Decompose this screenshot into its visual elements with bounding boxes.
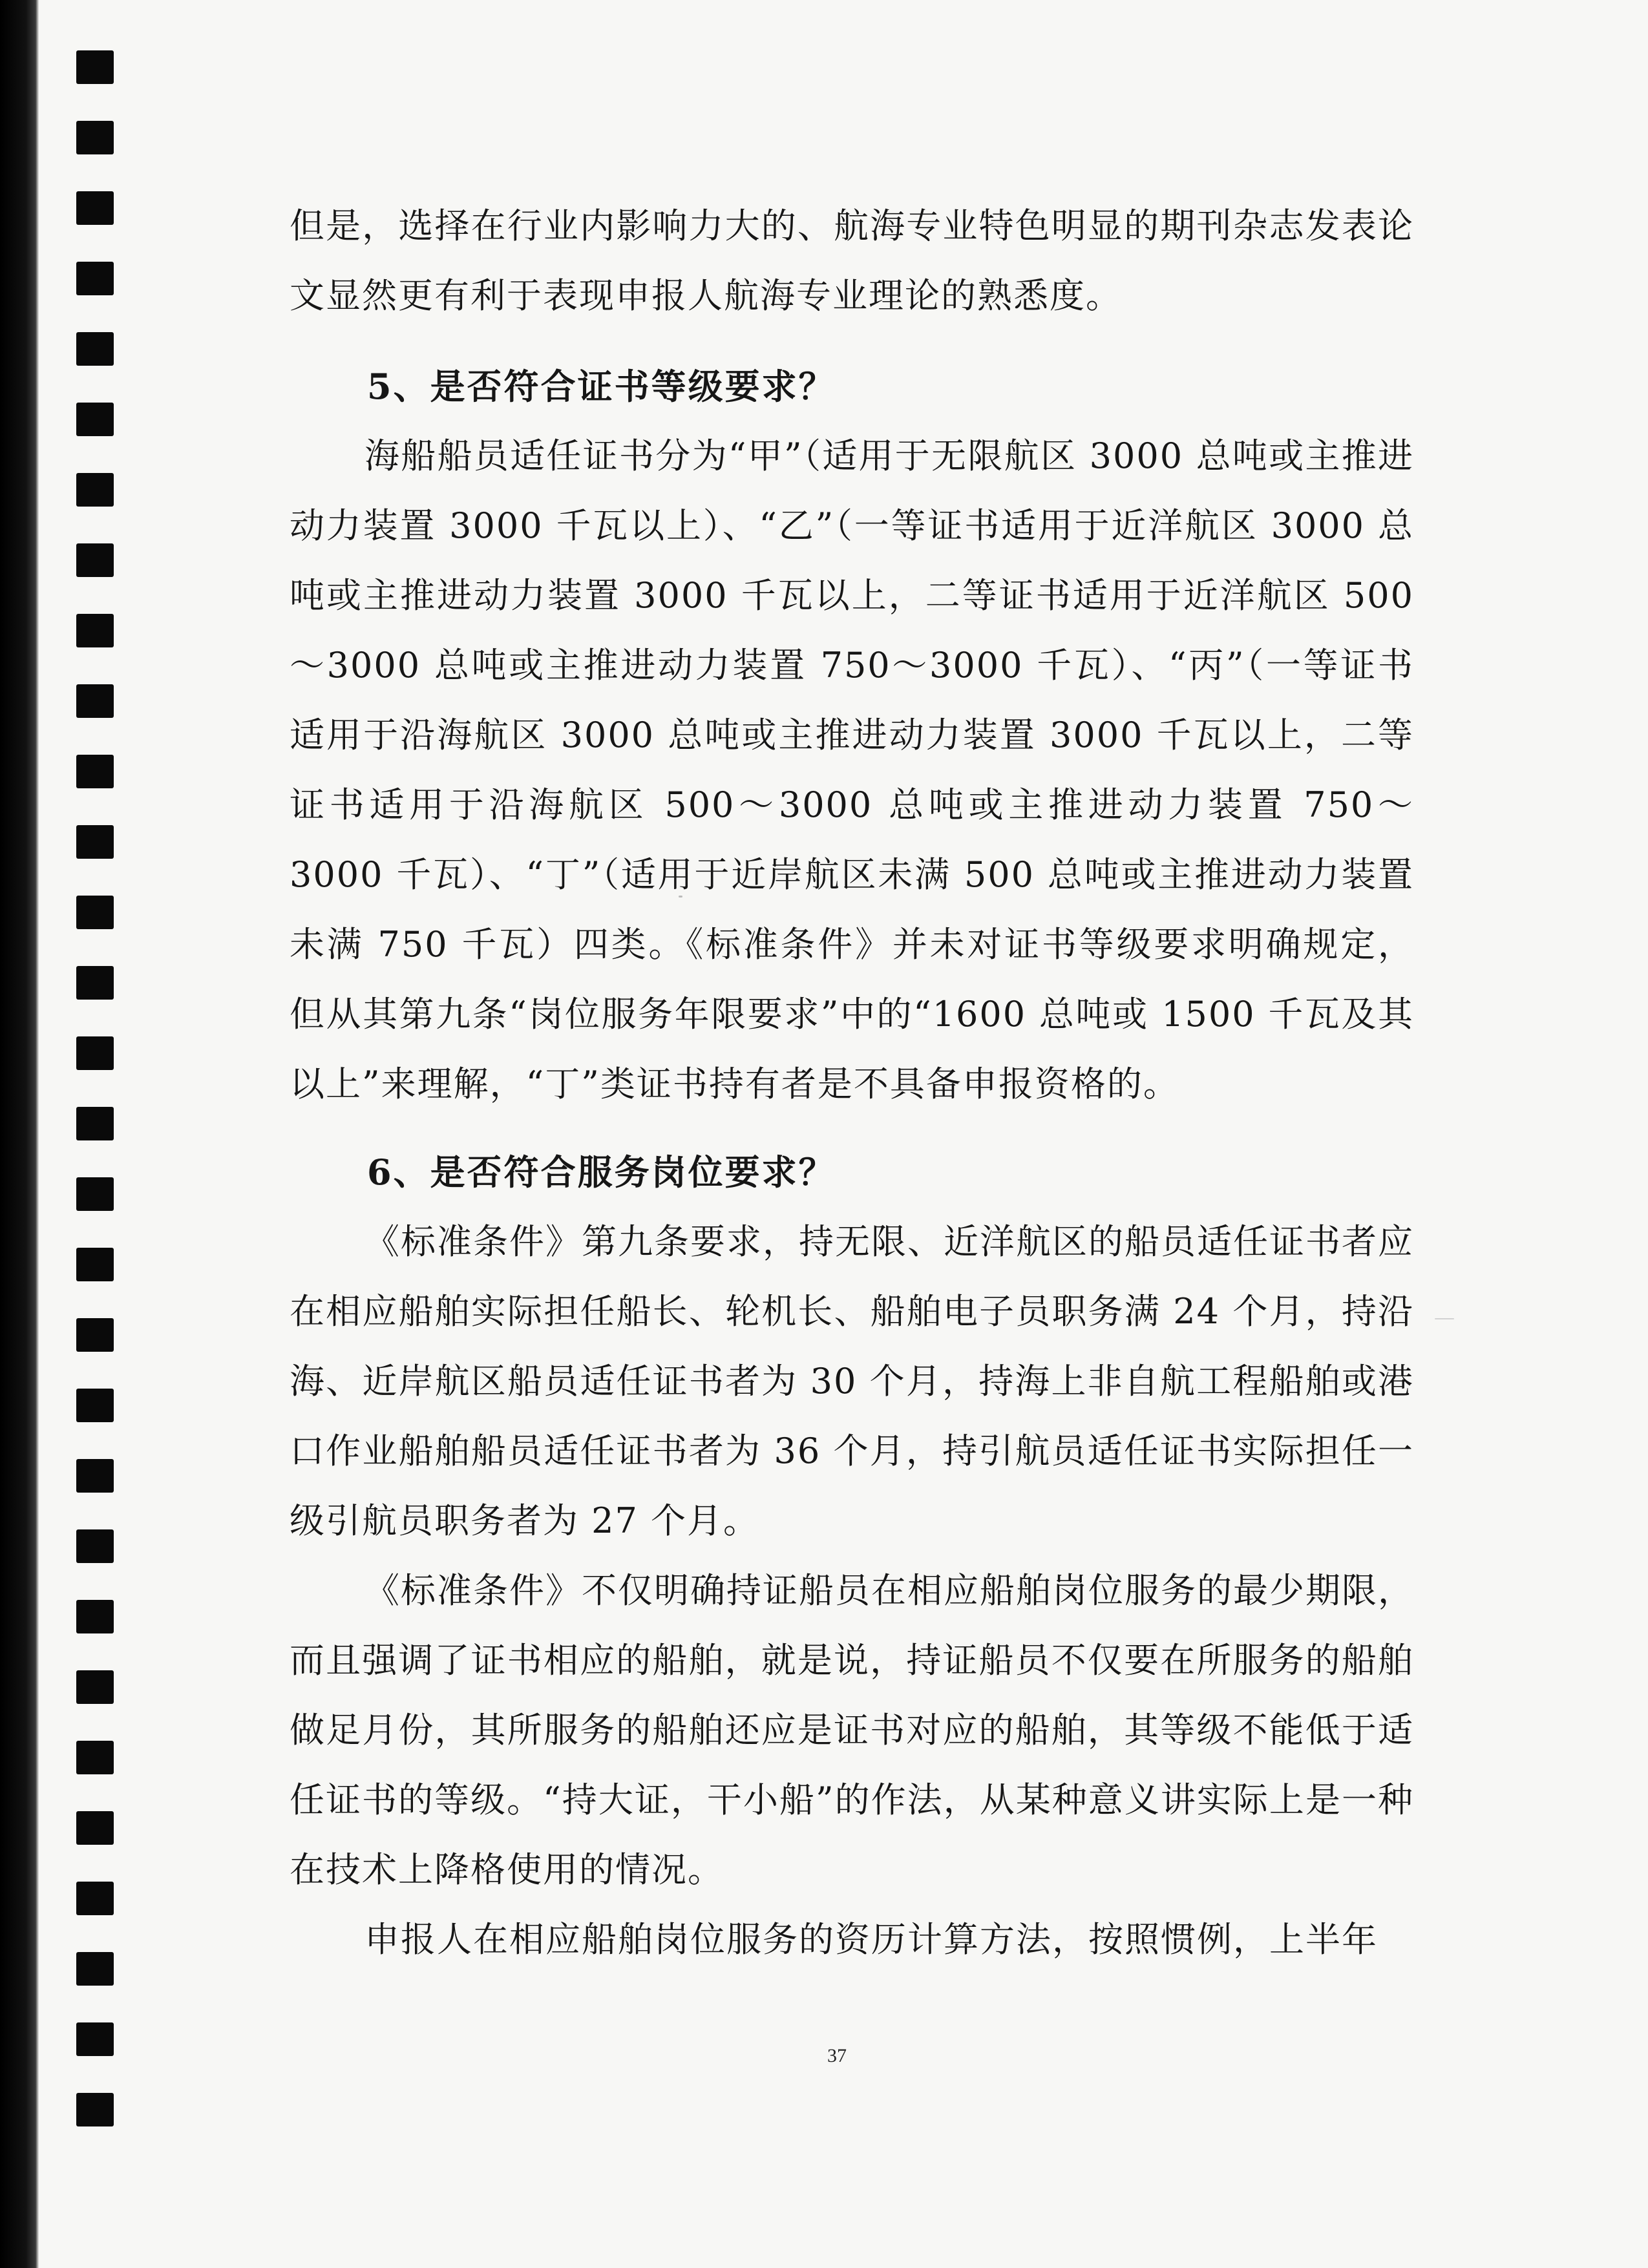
punch-hole — [76, 1811, 114, 1845]
punch-hole — [76, 1670, 114, 1704]
punch-hole — [76, 825, 114, 859]
punch-hole — [76, 121, 114, 154]
punch-holes — [76, 50, 119, 2234]
punch-hole — [76, 1389, 114, 1422]
punch-hole — [76, 1177, 114, 1211]
punch-hole — [76, 1600, 114, 1633]
punch-hole — [76, 1741, 114, 1774]
punch-hole — [76, 896, 114, 929]
punch-hole — [76, 966, 114, 1000]
punch-hole — [76, 1529, 114, 1563]
punch-hole — [76, 403, 114, 436]
punch-hole — [76, 543, 114, 577]
punch-hole — [76, 332, 114, 366]
punch-hole — [76, 1248, 114, 1281]
binding-edge-shadow — [0, 0, 39, 2268]
section-heading-6: 6、是否符合服务岗位要求？ — [367, 1151, 836, 1193]
punch-hole — [76, 262, 114, 295]
scan-speck — [1435, 1318, 1454, 1319]
paragraph-qualification-calculation: 申报人在相应船舶岗位服务的资历计算方法，按照惯例，上半年 — [364, 1919, 1378, 1960]
punch-hole — [76, 614, 114, 647]
paragraph-certificate-grades: 海船船员适任证书分为“甲”（适用于无限航区 3000 总吨或主推进动力装置 3000 千瓦以上）、“乙”（一等证书适用于近洋航区 3000 总吨或主推进动力装置 3000 千瓦以上，二等证书适用于近洋航区 500～3000 总吨或主推进动力装置 750～3000 千瓦）、“丙”（一等证书适用于沿海航区 3000 总吨或主推进动力装置 3000 千瓦以上，二等证书适用于沿海航区 500～3000 总吨或主推进动力装置 750～3000 千瓦）、“丁”（适用于近岸航区未满 500 总吨或主推进动力装置未满 750 千瓦）四类。《标准条件》并未对证书等级要求明确规定，但从其第九条“岗位服务年限要求”中的“1600 总吨或 1500 千瓦及其以上”来理解，“丁”类证书持有者是不具备申报资格的。 — [290, 436, 1414, 1104]
punch-hole — [76, 684, 114, 718]
punch-hole — [76, 1318, 114, 1352]
punch-hole — [76, 191, 114, 225]
punch-hole — [76, 1107, 114, 1140]
punch-hole — [76, 50, 114, 84]
punch-hole — [76, 1459, 114, 1493]
punch-hole — [76, 2022, 114, 2056]
section-heading-5: 5、是否符合证书等级要求？ — [367, 366, 836, 407]
punch-hole — [76, 1036, 114, 1070]
punch-hole — [76, 473, 114, 507]
paragraph-service-requirements: 《标准条件》第九条要求，持无限、近洋航区的船员适任证书者应在相应船舶实际担任船长、轮机长、船舶电子员职务满 24 个月，持沿海、近岸航区船员适任证书者为 30 个月，持海上非自航工程船舶或港口作业船舶船员适任证书者为 36 个月，持引航员适任证书实际担任一级引航员职务者为 27 个月。 — [290, 1221, 1414, 1541]
scan-speck — [679, 896, 682, 898]
punch-hole — [76, 1952, 114, 1986]
punch-hole — [76, 755, 114, 788]
page-number: 37 — [827, 2045, 847, 2066]
paragraph-standard-conditions: 《标准条件》不仅明确持证船员在相应船舶岗位服务的最少期限，而且强调了证书相应的船舶，就是说，持证船员不仅要在所服务的船舶做足月份，其所服务的船舶还应是证书对应的船舶，其等级不能低于适任证书的等级。“持大证，干小船”的作法，从某种意义讲实际上是一种在技术上降格使用的情况。 — [290, 1570, 1414, 1890]
punch-hole — [76, 1882, 114, 1915]
paragraph-continuation: 但是，选择在行业内影响力大的、航海专业特色明显的期刊杂志发表论文显然更有利于表现申报人航海专业理论的熟悉度。 — [290, 205, 1414, 316]
punch-hole — [76, 2093, 114, 2126]
